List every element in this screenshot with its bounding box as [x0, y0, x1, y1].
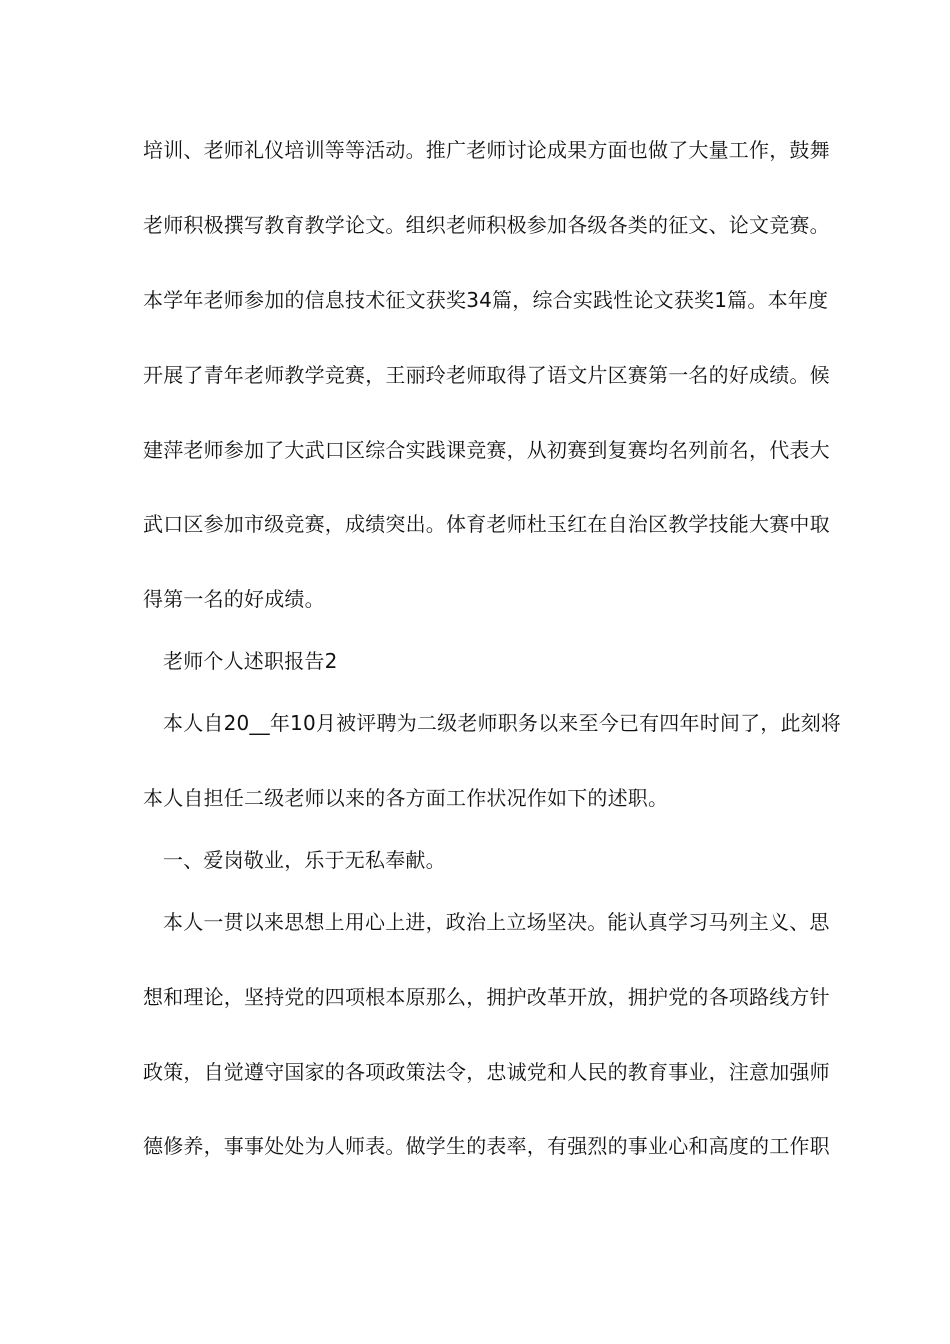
paragraph-line-5: 建萍老师参加了大武口区综合实践课竞赛，从初赛到复赛均名列前名，代表大 [143, 438, 830, 462]
paragraph-line-13: 德修养，事事处处为人师表。做学生的表率，有强烈的事业心和高度的工作职 [143, 1134, 830, 1158]
paragraph-line-12: 政策，自觉遵守国家的各项政策法令，忠诚党和人民的教育事业，注意加强师 [143, 1060, 830, 1084]
paragraph-line-4: 开展了青年老师教学竞赛，王丽玲老师取得了语文片区赛第一名的好成绩。候 [143, 363, 830, 387]
paragraph-line-2: 老师积极撰写教育教学论文。组织老师积极参加各级各类的征文、论文竞赛。 [143, 213, 830, 237]
paragraph-line-8: 本人自20__年10月被评聘为二级老师职务以来至今已有四年时间了，此刻将 [163, 711, 842, 735]
paragraph-line-7: 得第一名的好成绩。 [143, 587, 325, 611]
paragraph-line-10: 本人一贯以来思想上用心上进，政治上立场坚决。能认真学习马列主义、思 [163, 910, 830, 934]
paragraph-line-11: 想和理论，坚持党的四项根本原那么，拥护改革开放，拥护党的各项路线方针 [143, 985, 830, 1009]
paragraph-line-6: 武口区参加市级竞赛，成绩突出。体育老师杜玉红在自治区教学技能大赛中取 [143, 512, 830, 536]
paragraph-line-9: 本人自担任二级老师以来的各方面工作状况作如下的述职。 [143, 786, 669, 810]
paragraph-line-3: 本学年老师参加的信息技术征文获奖34篇，综合实践性论文获奖1篇。本年度 [143, 288, 829, 312]
paragraph-line-1: 培训、老师礼仪培训等等活动。推广老师讨论成果方面也做了大量工作，鼓舞 [143, 138, 830, 162]
section-heading: 老师个人述职报告2 [163, 649, 338, 673]
subsection-heading: 一、爱岗敬业，乐于无私奉献。 [163, 848, 446, 872]
